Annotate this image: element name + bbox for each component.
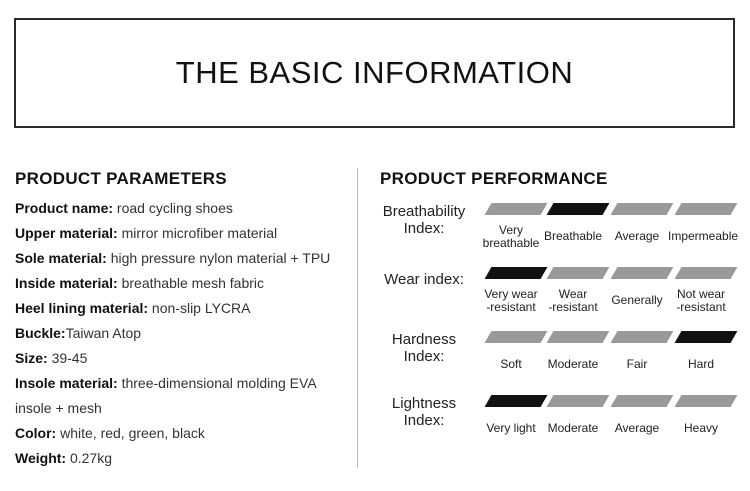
param-weight bbox=[15, 446, 355, 471]
param-value: high pressure nylon material + TPU bbox=[106, 250, 331, 266]
rating-bar bbox=[485, 203, 548, 215]
rating-option-line: -resistant bbox=[486, 300, 536, 314]
rating-option-label bbox=[604, 358, 670, 371]
performance-row-label bbox=[380, 395, 468, 429]
product-parameters-section bbox=[15, 169, 355, 471]
rating-bar bbox=[547, 395, 610, 407]
rating-option-label bbox=[604, 422, 670, 435]
rating-option-label bbox=[478, 288, 544, 314]
rating-option-line: Generally bbox=[611, 293, 663, 307]
param-label: Sole material: bbox=[15, 250, 107, 266]
rating-bar bbox=[611, 203, 674, 215]
rating-bar bbox=[547, 267, 610, 279]
param-value: mirror microfiber material bbox=[117, 225, 278, 241]
performance-label-line: Index: bbox=[403, 220, 445, 237]
performance-row-label bbox=[380, 331, 468, 365]
performance-heading: PRODUCT PERFORMANCE bbox=[380, 169, 608, 188]
performance-label-line: Wear index: bbox=[384, 271, 464, 288]
param-sole-material bbox=[15, 246, 355, 271]
param-value: Taiwan Atop bbox=[65, 325, 142, 341]
param-label: Weight: bbox=[15, 450, 67, 466]
performance-label-line: Index: bbox=[403, 412, 445, 429]
performance-row-label bbox=[380, 271, 468, 288]
rating-option-line: -resistant bbox=[548, 300, 598, 314]
param-label: Insole material: bbox=[15, 375, 118, 391]
rating-option-line: Not wear bbox=[676, 287, 726, 301]
rating-bar bbox=[611, 331, 674, 343]
param-color bbox=[15, 421, 355, 446]
rating-option-label bbox=[604, 294, 670, 307]
param-inside-material bbox=[15, 271, 355, 296]
rating-option-label bbox=[668, 422, 734, 435]
rating-option-label bbox=[478, 224, 544, 250]
rating-option-label bbox=[668, 229, 739, 243]
param-value: 39-45 bbox=[47, 350, 88, 366]
performance-label-line: Index: bbox=[403, 348, 445, 365]
rating-option-line: Heavy bbox=[683, 421, 718, 435]
rating-option-label bbox=[668, 288, 734, 314]
param-product-name bbox=[15, 196, 355, 221]
rating-bar bbox=[547, 331, 610, 343]
rating-bar bbox=[611, 395, 674, 407]
rating-option-line: Very light bbox=[486, 421, 536, 435]
param-value: white, red, green, black bbox=[56, 425, 205, 441]
param-value: three-dimensional molding EVA insole + mesh bbox=[15, 375, 316, 416]
performance-row-label bbox=[380, 203, 468, 237]
rating-option-line: Impermeable bbox=[668, 229, 739, 243]
rating-bar bbox=[675, 267, 738, 279]
rating-option-label bbox=[540, 422, 606, 435]
param-insole-material bbox=[15, 371, 345, 421]
performance-label-line: Breathability bbox=[382, 203, 466, 220]
rating-bar-active bbox=[675, 331, 738, 343]
rating-bar bbox=[611, 267, 674, 279]
rating-bar bbox=[485, 331, 548, 343]
rating-bar-active bbox=[485, 267, 548, 279]
rating-option-line: Breathable bbox=[543, 229, 603, 243]
rating-option-label bbox=[478, 422, 544, 435]
rating-option-line: Soft bbox=[500, 357, 522, 371]
rating-bar-active bbox=[485, 395, 548, 407]
rating-option-line: Wear bbox=[558, 287, 588, 301]
param-size bbox=[15, 346, 355, 371]
param-value: breathable mesh fabric bbox=[117, 275, 265, 291]
param-label: Heel lining material: bbox=[15, 300, 149, 316]
param-label: Upper material: bbox=[15, 225, 118, 241]
rating-option-line: breathable bbox=[482, 236, 540, 250]
param-value: road cycling shoes bbox=[113, 200, 233, 216]
parameters-heading: PRODUCT PARAMETERS bbox=[15, 169, 227, 188]
rating-option-label bbox=[540, 230, 606, 243]
rating-option-line: Average bbox=[614, 421, 660, 435]
param-value: 0.27kg bbox=[66, 450, 113, 466]
performance-label-line: Hardness bbox=[391, 331, 457, 348]
rating-option-line: Very wear bbox=[484, 287, 538, 301]
rating-option-line: -resistant bbox=[676, 300, 726, 314]
rating-option-line: Moderate bbox=[547, 357, 599, 371]
rating-option-line: Hard bbox=[687, 357, 714, 371]
rating-option-line: Very bbox=[498, 223, 523, 237]
param-label: Product name: bbox=[15, 200, 114, 216]
rating-option-label bbox=[604, 230, 670, 243]
rating-option-label bbox=[540, 288, 606, 314]
product-performance-section bbox=[380, 169, 745, 435]
rating-option-line: Fair bbox=[626, 357, 648, 371]
param-buckle bbox=[15, 321, 355, 346]
column-divider bbox=[357, 168, 358, 468]
rating-bar-active bbox=[547, 203, 610, 215]
rating-option-line: Moderate bbox=[547, 421, 599, 435]
rating-option-label bbox=[668, 358, 734, 371]
param-label: Inside material: bbox=[15, 275, 118, 291]
param-upper-material bbox=[15, 221, 355, 246]
rating-bar bbox=[675, 203, 738, 215]
rating-option-label bbox=[540, 358, 606, 371]
param-heel-lining bbox=[15, 296, 355, 321]
page-title: THE BASIC INFORMATION bbox=[175, 55, 574, 90]
rating-bar bbox=[675, 395, 738, 407]
param-label: Color: bbox=[15, 425, 57, 441]
rating-option-label bbox=[478, 358, 544, 371]
title-banner bbox=[14, 18, 735, 128]
performance-label-line: Lightness bbox=[391, 395, 457, 412]
param-value: non-slip LYCRA bbox=[148, 300, 251, 316]
param-label: Size: bbox=[15, 350, 48, 366]
rating-option-line: Average bbox=[614, 229, 660, 243]
param-label: Buckle: bbox=[15, 325, 66, 341]
